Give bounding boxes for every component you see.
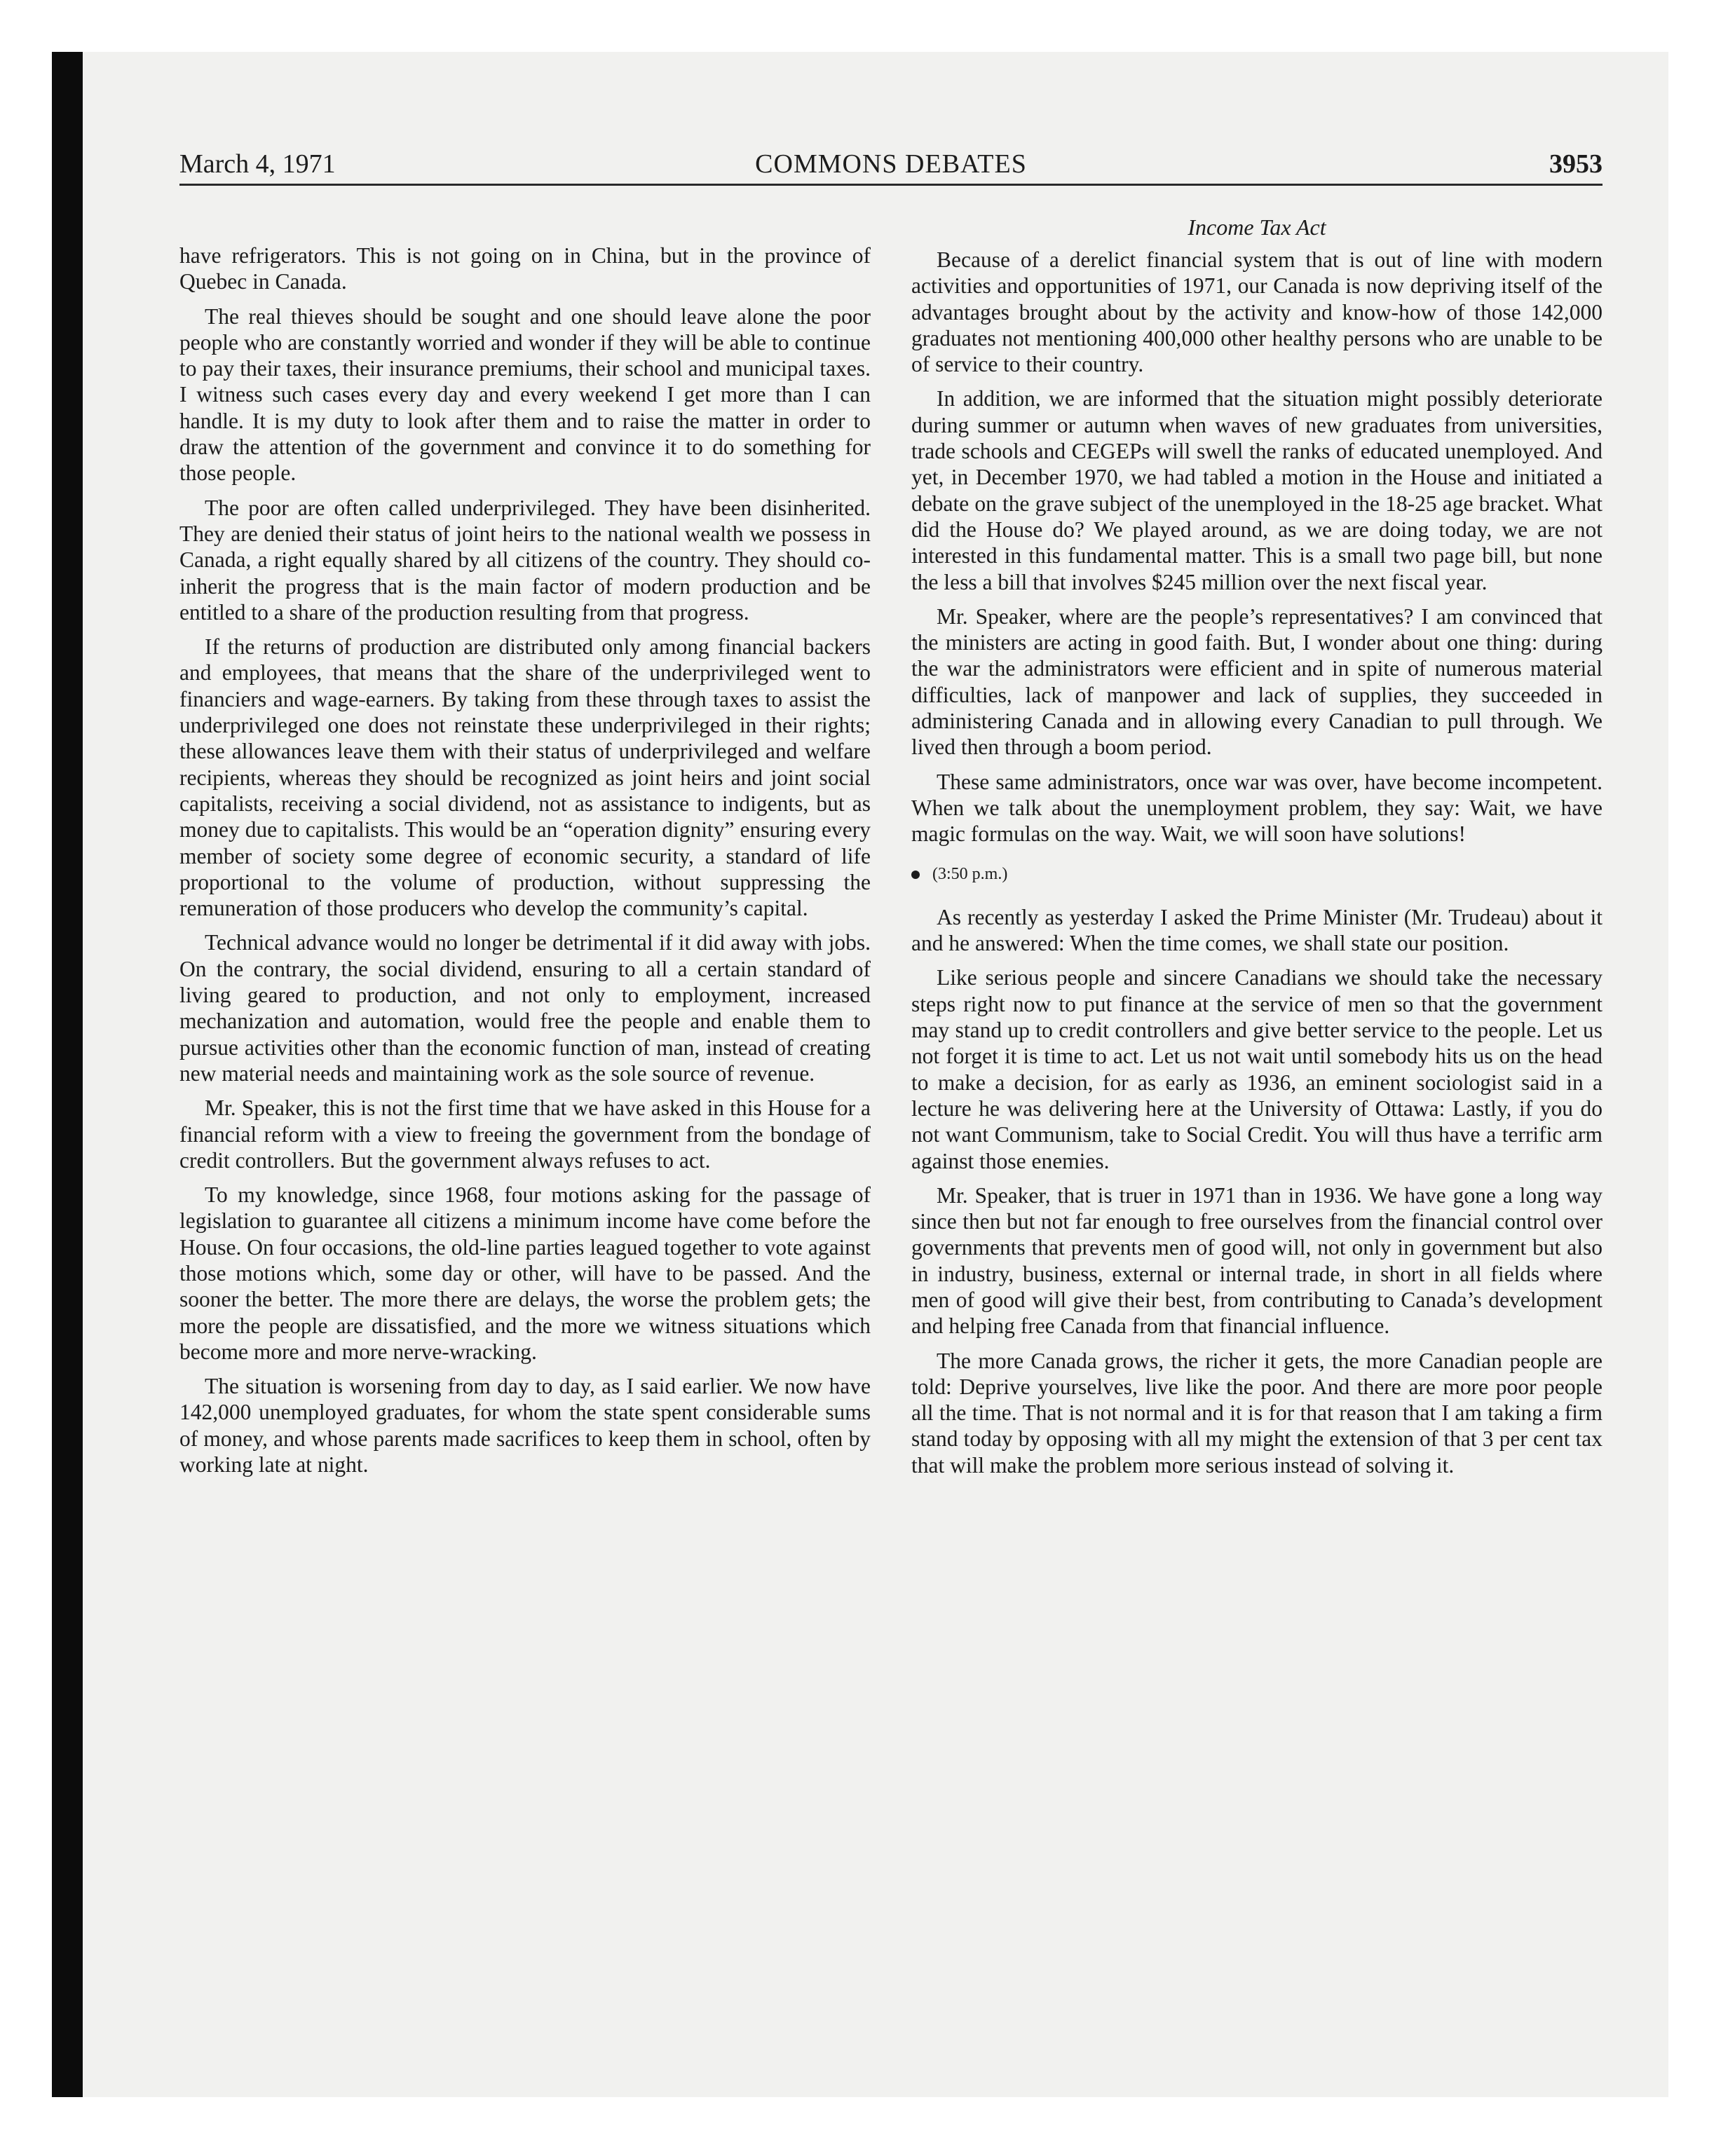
running-head: Income Tax Act: [1188, 214, 1326, 240]
paragraph: Mr. Speaker, that is truer in 1971 than in 1936. We have gone a long way since then but not far enough to free ourselves from the financial control over governments that prevents men of good will, not only in government but also in industry, business, external or internal trade, in short in all fields where men of good will give their best, from contributing to Canada’s development and helping free Canada from that financial influence.: [911, 1182, 1603, 1339]
paragraph: In addition, we are informed that the situation might possibly deteriorate during summer or autumn when waves of new graduates from universities, trade schools and CEGEPs will swell the ranks of educated unemployed. And yet, in December 1970, we had tabled a motion in the House and initiated a debate on the grave subject of the unemployed in the 18-25 age bracket. What did the House do? We played around, as we are doing today, we are not interested in this fundamental matter. This is a small two page bill, but none the less a bill that involves $245 million over the next fiscal year.: [911, 386, 1603, 594]
paragraph: The more Canada grows, the richer it gets, the more Canadian people are told: Deprive yourselves, live like the poor. And there are more poor people all the time. That is not normal and it is for that reason that I am taking a firm stand today by opposing with all my might the extension of that 3 per cent tax that will make the problem more serious instead of solving it.: [911, 1348, 1603, 1478]
paragraph: Technical advance would no longer be detrimental if it did away with jobs. On the contrary, the social dividend, ensuring to all a certain standard of living geared to production, and not only to employment, increased mechanization and automation, would free the people and enable them to pursue activities other than the economic function of man, instead of creating new material needs and maintaining work as the sole source of revenue.: [179, 930, 871, 1086]
paragraph: The real thieves should be sought and one should leave alone the poor people who are constantly worried and wonder if they will be able to continue to pay their taxes, their insurance premiums, their school and municipal taxes. I witness such cases every day and every weekend I get more than I can handle. It is my duty to look after them and to raise the matter in order to draw the attention of the government and convince it to do something for those people.: [179, 303, 871, 486]
paragraph: If the returns of production are distributed only among financial backers and employees, that means that the share of the underprivileged went to financiers and wage-earners. By taking from these through taxes to assist the underprivileged one does not reinstate these underprivileged in their rights; these allowances leave them with their status of underprivileged and welfare recipients, whereas they should be recognized as joint heirs and joint social capitalists, receiving a social dividend, not as assistance to indigents, but as money due to capitalists. This would be an “operation dignity” ensuring every member of society some degree of economic security, a standard of life proportional to the volume of production, without suppressing the remuneration of those producers who develop the community’s capital.: [179, 634, 871, 921]
paragraph: These same administrators, once war was over, have become incompetent. When we talk about the unemployment problem, they say: Wait, we have magic formulas on the way. Wait, we will soon have solutions!: [911, 769, 1603, 847]
paragraph: Like serious people and sincere Canadians we should take the necessary steps right now to put finance at the service of men so that the government may stand up to credit controllers and give better service to the people. Let us not forget it is time to act. Let us not wait until somebody hits us on the head to make a decision, for as early as 1936, an eminent sociologist said in a lecture he was delivering here at the University of Ottawa: Lastly, if you do not want Communism, take to Social Credit. You will thus have a terrific arm against those enemies.: [911, 965, 1603, 1173]
bullet-icon: [911, 871, 920, 879]
paragraph: have refrigerators. This is not going on in China, but in the province of Quebec in Canada.: [179, 243, 871, 294]
paragraph: As recently as yesterday I asked the Prime Minister (Mr. Trudeau) about it and he answered: When the time comes, we shall state our position.: [911, 904, 1603, 956]
right-column: [911, 247, 1603, 1487]
page-header: [179, 144, 1603, 184]
scan-edge-bar: [52, 52, 83, 2097]
time-stamp: [911, 861, 1603, 887]
header-date: March 4, 1971: [179, 149, 336, 179]
paragraph: Mr. Speaker, this is not the first time that we have asked in this House for a financial reform with a view to freeing the government from the bondage of credit controllers. But the government always refuses to act.: [179, 1096, 871, 1173]
header-title: COMMONS DEBATES: [755, 149, 1027, 179]
header-rule: [179, 184, 1603, 186]
paragraph: The poor are often called underprivileged. They have been disinherited. They are denied their status of joint heirs to the national wealth we possess in Canada, a right equally shared by all citizens of the country. They should co-inherit the progress that is the main factor of modern production and be entitled to a share of the production resulting from that progress.: [179, 495, 871, 625]
left-column: [179, 243, 871, 1486]
header-page-number: 3953: [1549, 149, 1603, 179]
paragraph: To my knowledge, since 1968, four motions asking for the passage of legislation to guarantee all citizens a minimum income have come before the House. On four occasions, the old-line parties leagued together to vote against those motions which, some day or other, will have to be passed. And the sooner the better. The more there are delays, the worse the problem gets; the more the people are dissatisfied, and the more we witness situations which become more and more nerve-wracking.: [179, 1182, 871, 1364]
paragraph: Mr. Speaker, where are the people’s representatives? I am convinced that the ministers are acting in good faith. But, I wonder about one thing: during the war the administrators were efficient and in spite of numerous material difficulties, lack of manpower and lack of supplies, they succeeded in administering Canada and in allowing every Canadian to pull through. We lived then through a boom period.: [911, 603, 1603, 760]
paragraph: The situation is worsening from day to day, as I said earlier. We now have 142,000 unemployed graduates, for whom the state spent considerable sums of money, and whose parents made sacrifices to keep them in school, often by working late at night.: [179, 1374, 871, 1478]
time-stamp-text: (3:50 p.m.): [932, 864, 1008, 883]
paragraph: Because of a derelict financial system that is out of line with modern activities and opportunities of 1971, our Canada is now depriving itself of the advantages brought about by the activity and know-how of those 142,000 graduates not mentioning 400,000 other healthy persons who are unable to be of service to their country.: [911, 247, 1603, 377]
